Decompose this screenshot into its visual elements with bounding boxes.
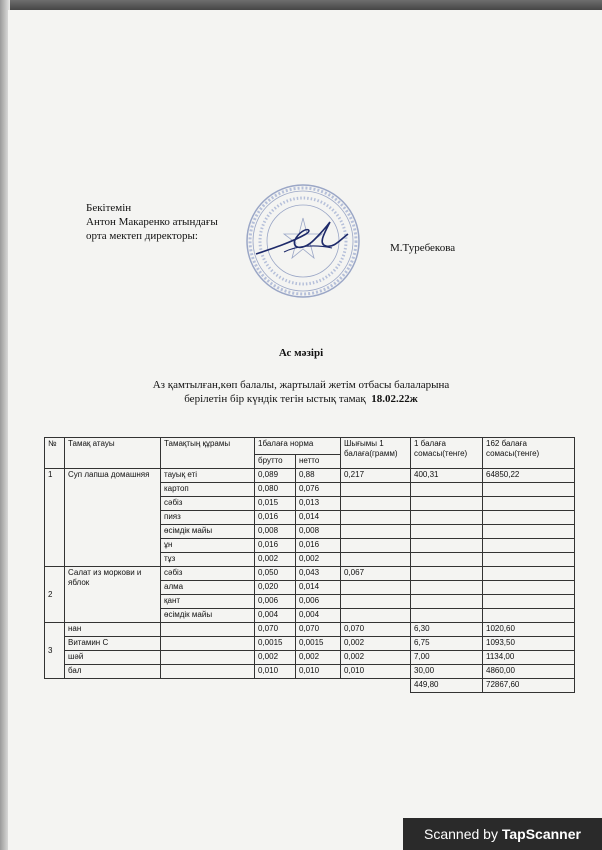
- item-name: қант: [161, 595, 255, 609]
- item-brutto: 0,016: [255, 539, 296, 553]
- empty-cell: [161, 651, 255, 665]
- row-cost1: 6,75: [411, 637, 483, 651]
- table-row: [45, 637, 575, 651]
- row-netto: 0,002: [296, 651, 341, 665]
- row-brutto: 0,070: [255, 623, 296, 637]
- approval-line-2: Антон Макаренко атындағы: [86, 216, 218, 228]
- row-cost162: 1020,60: [483, 623, 575, 637]
- director-name: М.Туребекова: [390, 242, 456, 254]
- row-dish: нан: [65, 623, 161, 637]
- row-netto: 0,070: [296, 623, 341, 637]
- header-composition: Тамақтың құрамы: [161, 438, 255, 469]
- item-brutto: 0,008: [255, 525, 296, 539]
- empty-cell: [483, 553, 575, 567]
- empty-cell: [341, 609, 411, 623]
- empty-cell: [341, 497, 411, 511]
- row-output: 0,010: [341, 665, 411, 679]
- document-title: Ас мәзірі: [278, 347, 324, 359]
- table-row: [45, 665, 575, 679]
- empty-cell: [341, 595, 411, 609]
- group-cost1: 400,31: [411, 469, 483, 483]
- header-norm: 1балаға норма: [255, 438, 341, 455]
- empty-cell: [341, 539, 411, 553]
- subtitle-date: 18.02.22ж: [371, 393, 418, 405]
- empty-cell: [411, 483, 483, 497]
- item-brutto: 0,089: [255, 469, 296, 483]
- item-netto: 0,014: [296, 581, 341, 595]
- item-name: тауық еті: [161, 469, 255, 483]
- group-output: 0,067: [341, 567, 411, 581]
- scanner-prefix: Scanned by: [424, 826, 502, 842]
- empty-cell: [483, 595, 575, 609]
- totals-row: [45, 679, 575, 693]
- row-dish: шәй: [65, 651, 161, 665]
- item-brutto: 0,016: [255, 511, 296, 525]
- approval-block: [86, 201, 218, 243]
- empty-cell: [483, 525, 575, 539]
- row-cost162: 1093,50: [483, 637, 575, 651]
- item-name: пияз: [161, 511, 255, 525]
- item-brutto: 0,080: [255, 483, 296, 497]
- header-dish: Тамақ атауы: [65, 438, 161, 469]
- empty-cell: [483, 609, 575, 623]
- group-num: 3: [45, 623, 65, 679]
- item-netto: 0,016: [296, 539, 341, 553]
- empty-cell: [411, 567, 483, 581]
- empty-cell: [341, 483, 411, 497]
- item-brutto: 0,004: [255, 609, 296, 623]
- row-brutto: 0,010: [255, 665, 296, 679]
- header-cost1: 1 балаға сомасы(тенге): [411, 438, 483, 469]
- row-output: 0,002: [341, 651, 411, 665]
- header-cost162: 162 балаға сомасы(тенге): [483, 438, 575, 469]
- header-num: №: [45, 438, 65, 469]
- total-cost1: 449,80: [411, 679, 483, 693]
- subtitle-line-1: Аз қамтылған,көп балалы, жартылай жетім отбасы балаларына: [152, 379, 450, 391]
- scanner-watermark: [403, 818, 602, 850]
- group-output: 0,217: [341, 469, 411, 483]
- item-name: сәбіз: [161, 497, 255, 511]
- empty-cell: [411, 511, 483, 525]
- empty-cell: [411, 581, 483, 595]
- item-netto: 0,013: [296, 497, 341, 511]
- item-name: ұн: [161, 539, 255, 553]
- empty-cell: [483, 497, 575, 511]
- item-netto: 0,004: [296, 609, 341, 623]
- row-output: 0,070: [341, 623, 411, 637]
- item-name: сәбіз: [161, 567, 255, 581]
- empty-cell: [161, 623, 255, 637]
- row-cost1: 7,00: [411, 651, 483, 665]
- totals-spacer: [45, 679, 411, 693]
- approval-line-3: орта мектеп директоры:: [86, 230, 198, 242]
- subtitle-line-2-text: берілетін бір күндік тегін ыстық тамақ: [184, 393, 366, 405]
- empty-cell: [341, 553, 411, 567]
- item-netto: 0,002: [296, 553, 341, 567]
- empty-cell: [341, 581, 411, 595]
- row-cost1: 6,30: [411, 623, 483, 637]
- empty-cell: [411, 525, 483, 539]
- row-output: 0,002: [341, 637, 411, 651]
- empty-cell: [341, 525, 411, 539]
- header-output: Шығымы 1 балаға(грамм): [341, 438, 411, 469]
- item-name: тұз: [161, 553, 255, 567]
- item-netto: 0,014: [296, 511, 341, 525]
- header-netto: нетто: [296, 455, 341, 469]
- group-cost162: 64850,22: [483, 469, 575, 483]
- total-cost162: 72867,60: [483, 679, 575, 693]
- empty-cell: [411, 609, 483, 623]
- row-dish: Витамин С: [65, 637, 161, 651]
- group-1: [45, 469, 575, 567]
- item-netto: 0,88: [296, 469, 341, 483]
- row-cost1: 30,00: [411, 665, 483, 679]
- group-num: 2: [45, 567, 65, 623]
- group-num: 1: [45, 469, 65, 567]
- empty-cell: [411, 553, 483, 567]
- item-brutto: 0,006: [255, 595, 296, 609]
- header-brutto: брутто: [255, 455, 296, 469]
- group-dish: Салат из моркови и яблок: [65, 567, 161, 623]
- item-name: өсімдік майы: [161, 525, 255, 539]
- approval-line-1: Бекітемін: [86, 202, 132, 214]
- document-subtitle: [120, 378, 482, 406]
- empty-cell: [483, 483, 575, 497]
- empty-cell: [483, 539, 575, 553]
- group-dish: Суп лапша домашняя: [65, 469, 161, 567]
- empty-cell: [483, 581, 575, 595]
- empty-cell: [161, 665, 255, 679]
- empty-cell: [161, 637, 255, 651]
- table-header-row: [45, 438, 575, 455]
- item-name: алма: [161, 581, 255, 595]
- empty-cell: [411, 497, 483, 511]
- empty-cell: [341, 511, 411, 525]
- item-netto: 0,076: [296, 483, 341, 497]
- item-brutto: 0,015: [255, 497, 296, 511]
- subtitle-line-2: [120, 392, 482, 406]
- table-row: [45, 469, 575, 483]
- item-name: өсімдік майы: [161, 609, 255, 623]
- scanner-brand: TapScanner: [501, 826, 581, 842]
- menu-table: [44, 437, 575, 693]
- group-2: [45, 567, 575, 623]
- group-3: [45, 623, 575, 679]
- empty-cell: [411, 539, 483, 553]
- row-netto: 0,010: [296, 665, 341, 679]
- item-brutto: 0,002: [255, 553, 296, 567]
- item-netto: 0,008: [296, 525, 341, 539]
- item-brutto: 0,020: [255, 581, 296, 595]
- item-name: картоп: [161, 483, 255, 497]
- empty-cell: [411, 595, 483, 609]
- school-seal-stamp: [244, 182, 362, 300]
- table-row: [45, 623, 575, 637]
- item-netto: 0,043: [296, 567, 341, 581]
- empty-cell: [483, 567, 575, 581]
- row-dish: бал: [65, 665, 161, 679]
- row-brutto: 0,002: [255, 651, 296, 665]
- row-cost162: 4860,00: [483, 665, 575, 679]
- row-brutto: 0,0015: [255, 637, 296, 651]
- item-brutto: 0,050: [255, 567, 296, 581]
- row-netto: 0,0015: [296, 637, 341, 651]
- empty-cell: [483, 511, 575, 525]
- document-page: [8, 10, 602, 850]
- table-row: [45, 651, 575, 665]
- item-netto: 0,006: [296, 595, 341, 609]
- row-cost162: 1134,00: [483, 651, 575, 665]
- table-row: [45, 567, 575, 581]
